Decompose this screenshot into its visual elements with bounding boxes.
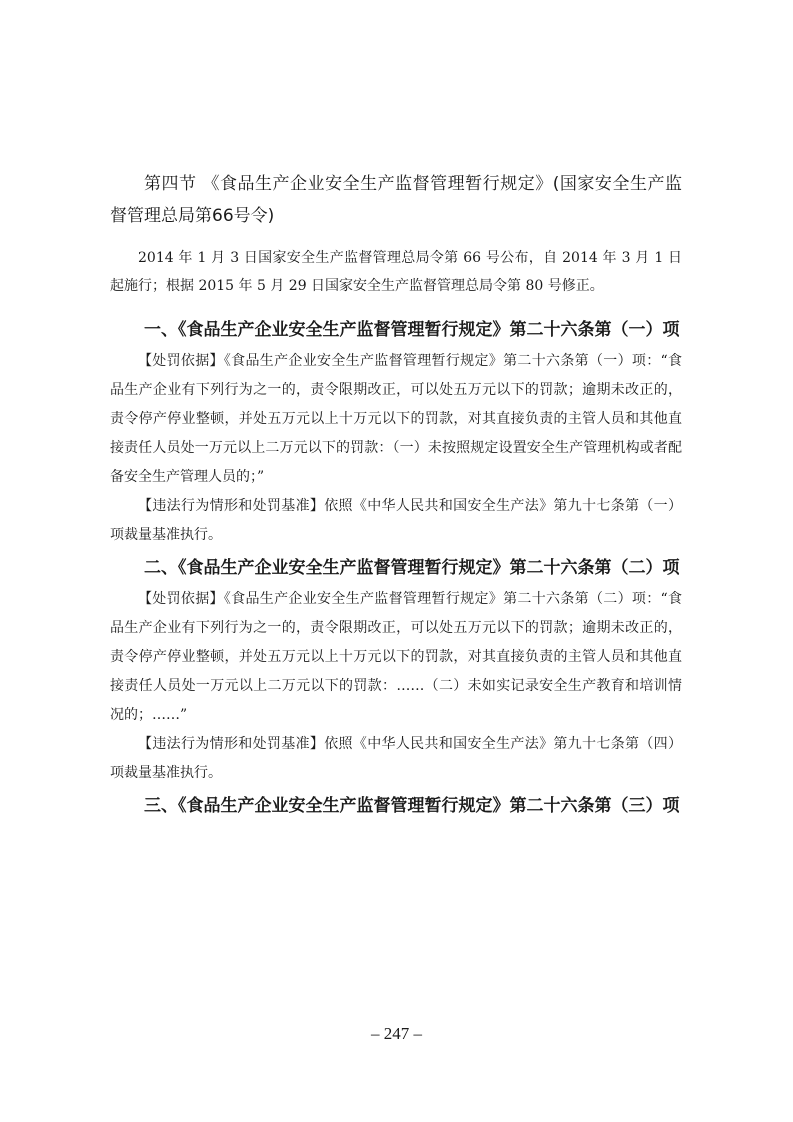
penalty-standard-1 — [110, 492, 682, 550]
penalty-standard-2 — [110, 730, 682, 788]
penalty-standard-text: 依照《中华人民共和国安全生产法》第九十七条第（一）项裁量基准执行。 — [110, 498, 683, 543]
penalty-basis-label: 【处罚依据】 — [138, 591, 224, 607]
penalty-basis-text: 《食品生产企业安全生产监督管理暂行规定》第二十六条第（二）项：“食品生产企业有下列行为之一的，责令限期改正，可以处五万元以下的罚款；逾期未改正的，责令停产停业整顿，并处五万元以上十万元以下的罚款，对其直接负责的主管人员和其他直接责任人员处一万元以上二万元以下的罚款：……（二）未如实记录安全生产教育和培训情况的；……” — [110, 591, 683, 723]
page-number: – 247 – — [371, 1024, 422, 1043]
document-page — [110, 168, 682, 823]
section-title: 第四节 《食品生产企业安全生产监督管理暂行规定》(国家安全生产监督管理总局第66号令) — [110, 174, 682, 226]
penalty-basis-text: 《食品生产企业安全生产监督管理暂行规定》第二十六条第（一）项：“食品生产企业有下列行为之一的，责令限期改正，可以处五万元以下的罚款；逾期未改正的，责令停产停业整顿，并处五万元以上十万元以下的罚款，对其直接负责的主管人员和其他直接责任人员处一万元以上二万元以下的罚款：（一）未按照规定设置安全生产管理机构或者配备安全生产管理人员的；” — [110, 353, 683, 485]
article-heading-1: 一、《食品生产企业安全生产监督管理暂行规定》第二十六条第（一）项 — [144, 320, 680, 340]
penalty-basis-2 — [110, 585, 682, 730]
enactment-note: 2014 年 1 月 3 日国家安全生产监督管理总局令第 66 号公布，自 2014 年 3 月 1 日起施行；根据 2015 年 5 月 29 日国家安全生产监督管理总局令第 80 号修正。 — [110, 250, 682, 294]
penalty-basis-1 — [110, 347, 682, 492]
penalty-basis-label: 【处罚依据】 — [138, 353, 224, 369]
article-heading-3: 三、《食品生产企业安全生产监督管理暂行规定》第二十六条第（三）项 — [144, 796, 680, 816]
penalty-standard-text: 依照《中华人民共和国安全生产法》第九十七条第（四）项裁量基准执行。 — [110, 736, 683, 781]
penalty-standard-label: 【违法行为情形和处罚基准】 — [138, 736, 325, 752]
article-heading-2: 二、《食品生产企业安全生产监督管理暂行规定》第二十六条第（二）项 — [144, 558, 680, 578]
penalty-standard-label: 【违法行为情形和处罚基准】 — [138, 498, 325, 514]
